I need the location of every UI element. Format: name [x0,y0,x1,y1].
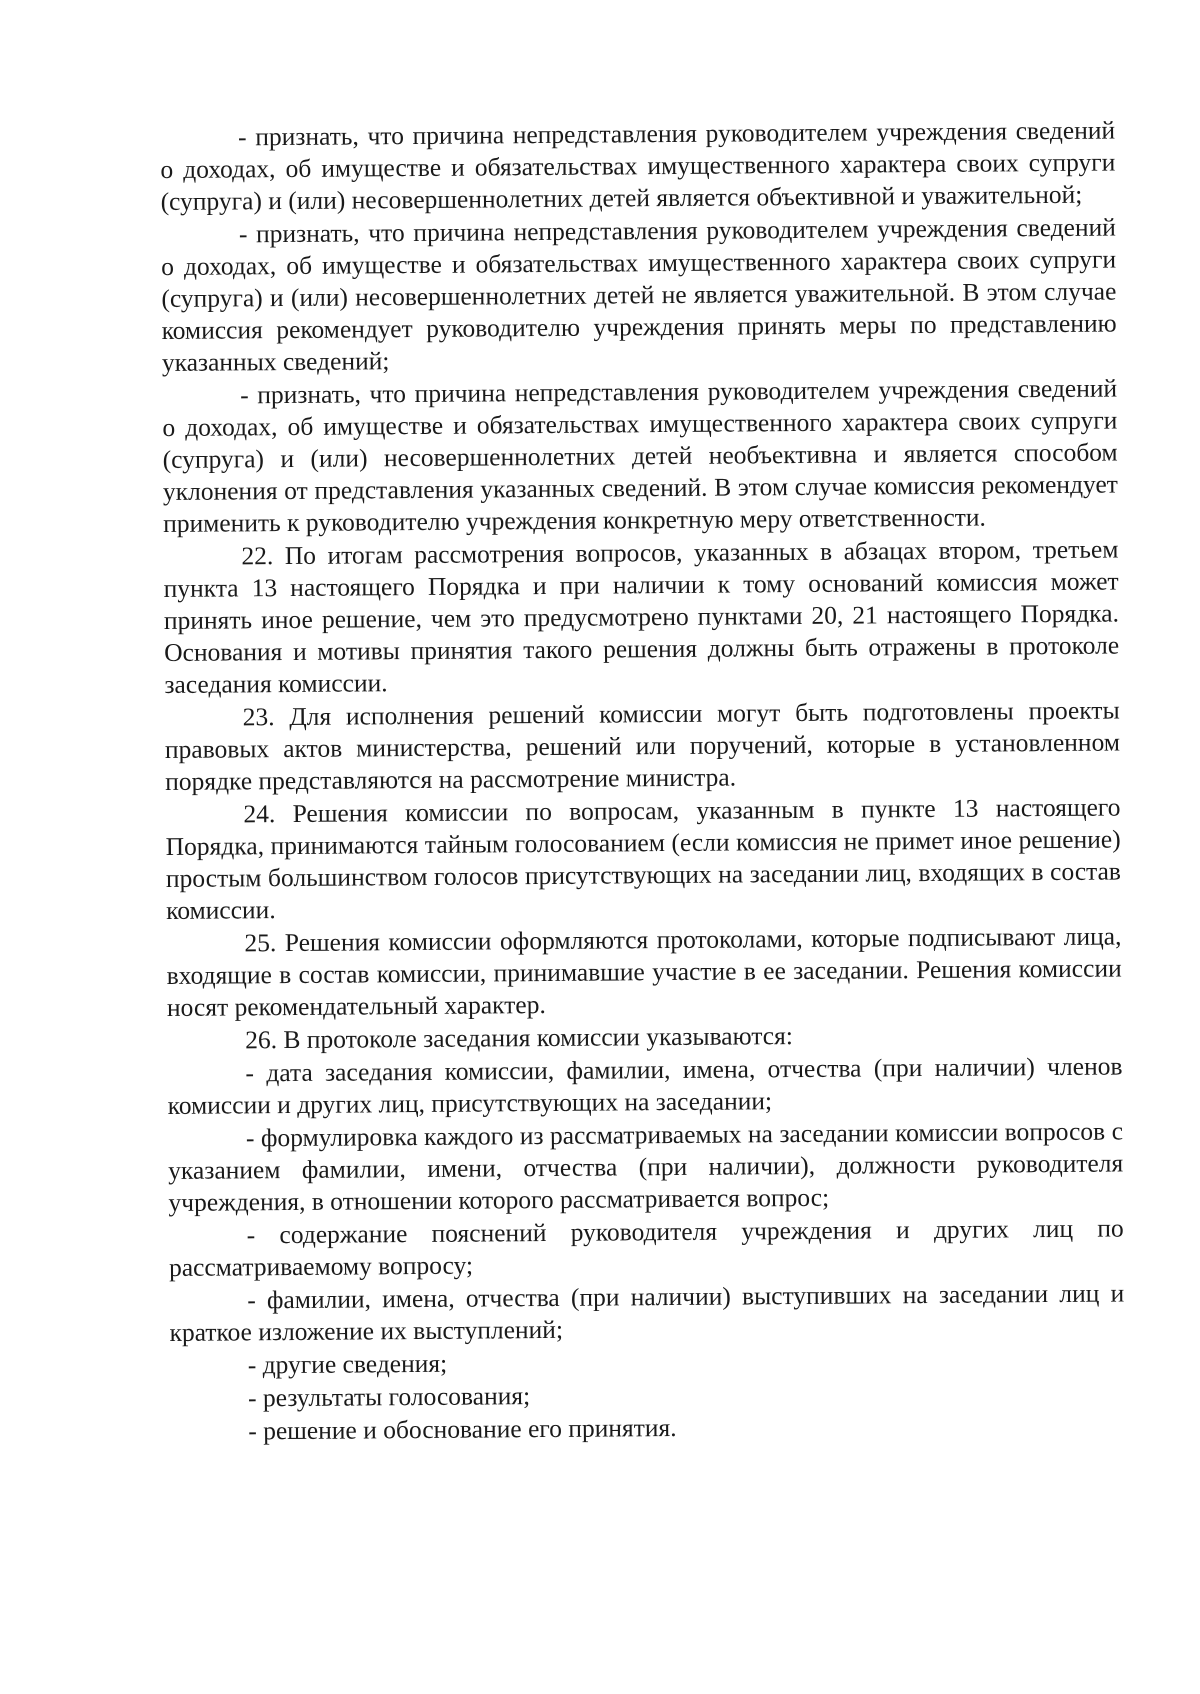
paragraph-24: 24. Решения комиссии по вопросам, указанным в пункте 13 настоящего Порядка, принимаются тайным голосованием (если комиссия не примет иное решение) простым большинством голосов присутствующих на заседании лиц, входящих в состав комиссии. [165,792,1122,925]
paragraph-22: 22. По итогам рассмотрения вопросов, указанных в абзацах втором, третьем пункта 13 настоящего Порядка и при наличии к тому оснований комиссия может принять иное решение, чем это предусмотрено пунктами 20, 21 настоящего Порядка. Основания и мотивы принятия такого решения должны быть отражены в протоколе заседания комиссии. [163,534,1120,699]
paragraph-1: - признать, что причина непредставления руководителем учреждения сведений о доходах, об имуществе и обязательствах имущественного характера своих супруги (супруга) и (или) несовершеннолетних детей является объективной и уважительной; [160,115,1116,216]
paragraph-3: - признать, что причина непредставления руководителем учреждения сведений о доходах, об имуществе и обязательствах имущественного характера своих супруги (супруга) и (или) несовершеннолетних детей необъективна и является способом уклонения от представления указанных сведений. В этом случае комиссия рекомендует применить к руководителю учреждения конкретную меру ответственности. [162,373,1118,538]
list-item-speakers: - фамилии, имена, отчества (при наличии) выступивших на заседании лиц и краткое изложение их выступлений; [169,1278,1125,1347]
paragraph-23: 23. Для исполнения решений комиссии могут быть подготовлены проекты правовых актов министерства, решений или поручений, которые в установленном порядке представляются на рассмотрение министра. [164,695,1121,796]
list-item-decision: - решение и обоснование его принятия. [248,1412,677,1446]
list-item-wording: - формулировка каждого из рассматриваемых на заседании комиссии вопросов с указанием фамилии, имени, отчества (при наличии), должности руководителя учреждения, в отношении которого рассматривается вопрос; [168,1116,1124,1217]
paragraph-25: 25. Решения комиссии оформляются протоколами, которые подписывают лица, входящие в состав комиссии, принимавшие участие в ее заседании. Решения комиссии носят рекомендательный характер. [166,921,1122,1022]
document-body [160,114,1125,1448]
list-item-date: - дата заседания комиссии, фамилии, имена, отчества (при наличии) членов комиссии и других лиц, присутствующих на заседании; [167,1051,1123,1120]
paragraph-26: 26. В протоколе заседания комиссии указываются: [245,1021,793,1055]
paragraph-2: - признать, что причина непредставления руководителем учреждения сведений о доходах, об имуществе и обязательствах имущественного характера своих супруги (супруга) и (или) несовершеннолетних детей не является уважительной. В этом случае комиссия рекомендует руководителю учреждения принять меры по представлению указанных сведений; [161,212,1117,377]
list-item-other: - другие сведения; [247,1348,448,1380]
list-item-voting: - результаты голосования; [247,1381,531,1413]
list-item-explanations: - содержание пояснений руководителя учреждения и других лиц по рассматриваемому вопросу; [168,1213,1124,1282]
